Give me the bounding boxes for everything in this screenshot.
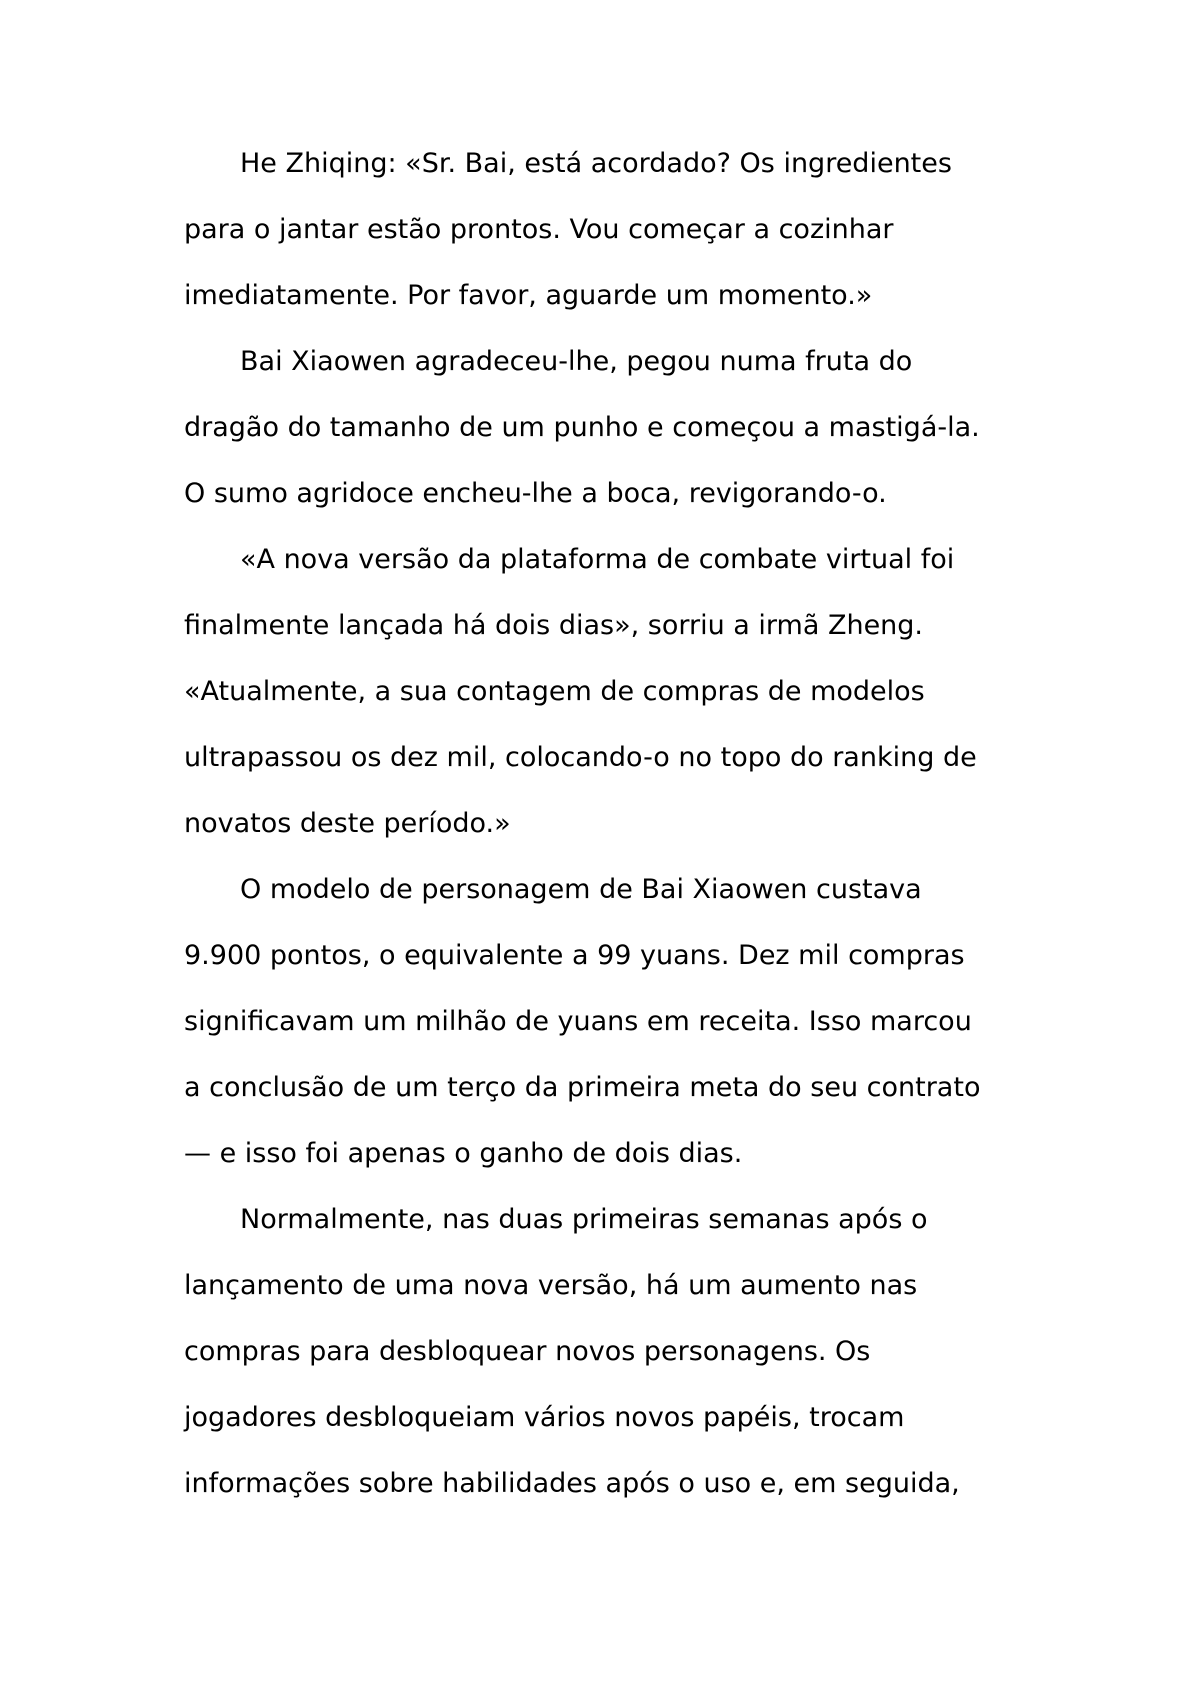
text-line: «Atualmente, a sua contagem de compras de modelos: [184, 676, 925, 707]
text-line: jogadores desbloqueiam vários novos papéis, trocam: [184, 1402, 905, 1433]
document-body: [184, 131, 1024, 1517]
text-line: dragão do tamanho de um punho e começou a mastigá-la.: [184, 412, 980, 443]
text-line: He Zhiqing: «Sr. Bai, está acordado? Os ingredientes: [240, 148, 952, 179]
text-line: informações sobre habilidades após o uso e, em seguida,: [184, 1468, 960, 1499]
text-line: Normalmente, nas duas primeiras semanas após o: [240, 1204, 928, 1235]
text-line: para o jantar estão prontos. Vou começar a cozinhar: [184, 214, 894, 245]
text-line: 9.900 pontos, o equivalente a 99 yuans. Dez mil compras: [184, 940, 965, 971]
text-line: «A nova versão da plataforma de combate virtual foi: [240, 544, 955, 575]
text-line: lançamento de uma nova versão, há um aumento nas: [184, 1270, 918, 1301]
text-line: finalmente lançada há dois dias», sorriu a irmã Zheng.: [184, 610, 924, 641]
text-line: O modelo de personagem de Bai Xiaowen custava: [240, 874, 922, 905]
text-line: O sumo agridoce encheu-lhe a boca, revigorando-o.: [184, 478, 887, 509]
text-line: imediatamente. Por favor, aguarde um momento.»: [184, 280, 873, 311]
text-line: — e isso foi apenas o ganho de dois dias.: [184, 1138, 743, 1169]
text-line: Bai Xiaowen agradeceu-lhe, pegou numa fruta do: [240, 346, 913, 377]
text-line: a conclusão de um terço da primeira meta do seu contrato: [184, 1072, 981, 1103]
text-line: compras para desbloquear novos personagens. Os: [184, 1336, 871, 1367]
text-line: novatos deste período.»: [184, 808, 511, 839]
text-line: ultrapassou os dez mil, colocando-o no topo do ranking de: [184, 742, 977, 773]
text-line: significavam um milhão de yuans em receita. Isso marcou: [184, 1006, 972, 1037]
